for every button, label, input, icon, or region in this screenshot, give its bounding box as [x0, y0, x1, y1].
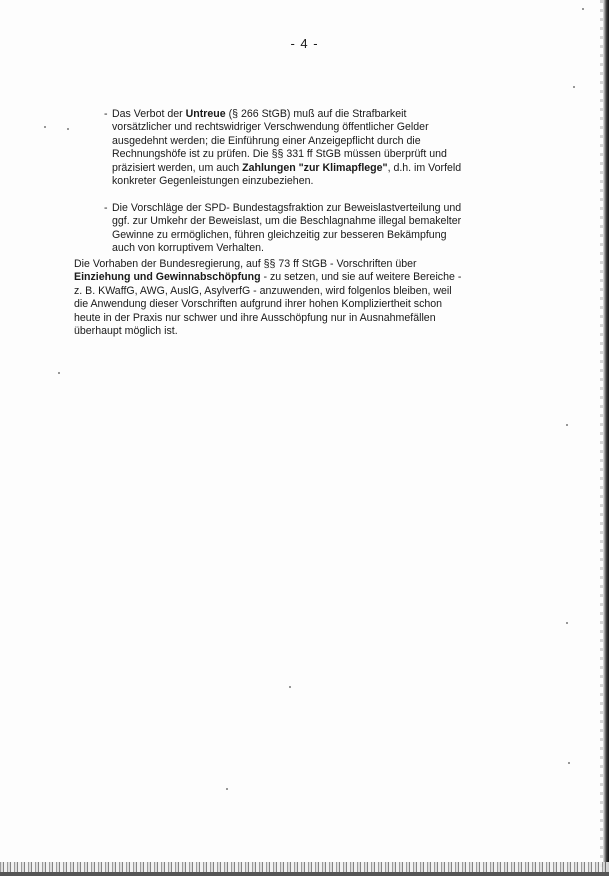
bullet-dash: - — [104, 108, 108, 120]
scan-edge-bottom-line — [0, 872, 609, 876]
text-line: Gewinne zu ermöglichen, führen gleichzeitig zur besseren Bekämpfung — [112, 228, 447, 241]
text-line — [112, 162, 492, 175]
text-line: konkreter Gegenleistungen einzubeziehen. — [112, 175, 314, 188]
text-line: ggf. zur Umkehr der Beweislast, um die Beschlagnahme illegal bemakelter — [112, 215, 462, 228]
text-run: (§ 266 StGB) muß auf die Strafbarkeit — [225, 108, 407, 120]
scan-speck — [226, 788, 228, 790]
text-line: Die Vorschläge der SPD- Bundestagsfraktion zur Beweislastverteilung und — [112, 202, 462, 214]
text-line: vorsätzlicher und rechtswidriger Verschwendung öffentlicher Gelder — [112, 121, 429, 134]
scan-edge-right — [603, 0, 609, 876]
scan-speck — [67, 128, 69, 130]
text-line — [74, 271, 494, 284]
scan-speck — [44, 126, 46, 128]
scan-speck — [58, 372, 60, 374]
text-line: die Anwendung dieser Vorschriften aufgrund ihrer hohen Kompliziertheit schon — [74, 298, 443, 311]
scan-speck — [566, 424, 568, 426]
text-line — [112, 108, 492, 121]
paragraph-bundesregierung — [74, 258, 494, 338]
text-line: Die Vorhaben der Bundesregierung, auf §§ 73 ff StGB - Vorschriften über — [74, 258, 417, 270]
scan-speck — [289, 686, 291, 688]
page-number: - 4 - — [290, 36, 319, 51]
bold-text: Zahlungen "zur Klimapflege" — [242, 161, 388, 174]
scan-speck — [568, 762, 570, 764]
scan-speck — [566, 622, 568, 624]
bold-text: Untreue — [185, 108, 226, 120]
text-line: Rechnungshöfe ist zu prüfen. Die §§ 331 ff StGB müssen überprüft und — [112, 148, 447, 161]
text-line: heute in der Praxis nur schwer und ihre Ausschöpfung nur in Ausnahmefällen — [74, 311, 436, 324]
scan-speck — [573, 86, 575, 88]
text-run: , d.h. im Vorfeld — [387, 161, 462, 174]
text-run: - zu setzen, und sie auf weitere Bereiche - — [260, 271, 462, 284]
bold-text: Einziehung und Gewinnabschöpfung — [74, 271, 261, 284]
text-run: präzisiert werden, um auch — [112, 161, 243, 174]
text-line: überhaupt möglich ist. — [74, 325, 178, 338]
bullet-item-spd-proposals — [104, 202, 492, 256]
bullet-item-untreue — [104, 108, 492, 188]
text-line: auch von korruptivem Verhalten. — [112, 242, 264, 255]
scan-speck — [582, 8, 584, 10]
text-run: Das Verbot der — [112, 108, 186, 120]
text-line: z. B. KWaffG, AWG, AuslG, AsylverfG - anzuwenden, wird folgenlos bleiben, weil — [74, 284, 452, 297]
text-line: ausgedehnt werden; die Einführung einer Anzeigepflicht durch die — [112, 134, 421, 147]
bullet-dash: - — [104, 202, 108, 214]
